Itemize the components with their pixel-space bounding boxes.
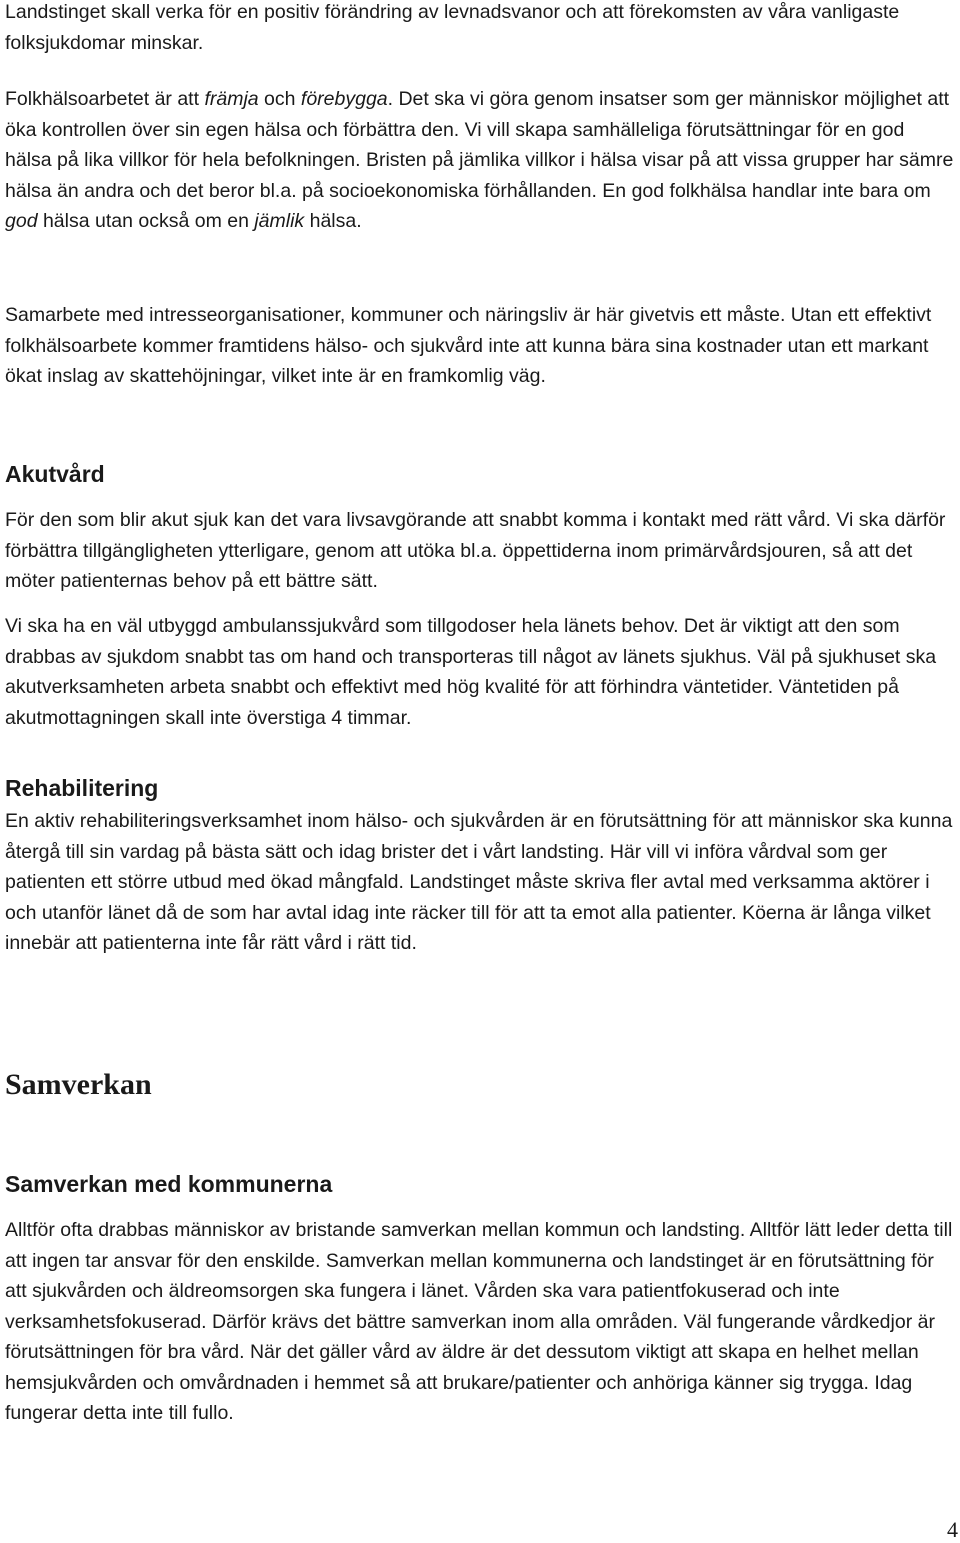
text-run: En aktiv rehabiliteringsverksamhet inom hälso- och sjukvården är en förutsättning för att människor ska kunna återgå till sin vardag på bästa sätt och idag brister det i vårt landsting. Här vill vi införa vårdval som ger patienten ett större utbud med ökad mångfald. Landstinget måste skriva fler avtal med verksamma aktörer i och utanför länet då de som har avtal idag inte räcker till för att ta emot alla patienter. Köerna är långa vilket innebär att patienterna inte får rätt vård i rätt tid. — [5, 810, 953, 954]
heading-rehabilitering — [5, 773, 955, 803]
emphasis-text: jämlik — [254, 210, 305, 232]
text-run: hälsa. — [304, 210, 362, 232]
heading-samverkan — [5, 1068, 955, 1102]
text-run: Vi ska ha en väl utbyggd ambulanssjukvård som tillgodoser hela länets behov. Det är viktigt att den som drabbas av sjukdom snabbt tas om hand och transporteras till något av länets sjukhus. Väl på sjukhuset ska akutverksamheten arbeta snabbt och effektivt med hög kvalité för att förhindra väntetider. Väntetiden på akutmottagningen skall inte överstiga 4 timmar. — [5, 615, 937, 729]
text-run: För den som blir akut sjuk kan det vara livsavgörande att snabbt komma i kontakt med rätt vård. Vi ska därför förbättra tillgängligheten ytterligare, genom att utöka bl.a. öppettiderna inom primärvårdsjouren, så att det möter patienternas behov på ett bättre sätt. — [5, 509, 946, 592]
text-run: Akutvård — [5, 461, 105, 487]
paragraph-folkhalsoarbetet — [5, 84, 955, 237]
text-run: Samverkan med kommunerna — [5, 1171, 333, 1197]
text-run: Samverkan — [5, 1068, 152, 1101]
paragraph-samverkan-kommunerna — [5, 1215, 955, 1429]
emphasis-text: god — [5, 210, 38, 232]
text-run: Rehabilitering — [5, 775, 159, 801]
text-run: hälsa utan också om en — [37, 210, 255, 232]
text-run: Landstinget skall verka för en positiv förändring av levnadsvanor och att förekomsten av våra vanligaste folksjukdomar minskar. — [5, 1, 900, 54]
text-run: och — [258, 88, 301, 110]
paragraph-rehabilitering — [5, 806, 955, 959]
paragraph-samarbete — [5, 300, 955, 392]
text-run: Alltför ofta drabbas människor av bristande samverkan mellan kommun och landsting. Alltför lätt leder detta till att ingen tar ansvar för den enskilde. Samverkan mellan kommunerna och landstinget är en förutsättning för att sjukvården och äldreomsorgen ska fungera i länet. Vården ska vara patientfokuserad och inte verksamhetsfokuserad. Därför krävs det bättre samverkan inom alla områden. Väl fungerande vårdkedjor är förutsättningen för bra vård. När det gäller vård av äldre är det dessutom viktigt att skapa en helhet mellan hemsjukvården och omvårdnaden i hemmet så att brukare/patienter och anhöriga känner sig trygga. Idag fungerar detta inte till fullo. — [5, 1219, 953, 1424]
text-run: Samarbete med intresseorganisationer, kommuner och näringsliv är här givetvis ett måste. Utan ett effektivt folkhälsoarbete kommer framtidens hälso- och sjukvård inte att kunna bära sina kostnader utan ett markant ökat inslag av skattehöjningar, vilket inte är en framkomlig väg. — [5, 304, 932, 387]
paragraph-ambulanssjukvard — [5, 611, 955, 733]
emphasis-text: främja — [204, 88, 259, 110]
paragraph-levnadsvanor — [5, 0, 955, 58]
text-run: Folkhälsoarbetet är att — [5, 88, 205, 110]
text-run: . Det ska vi göra genom insatser som ger människor möjlighet att öka kontrollen över sin egen hälsa och förbättra den. Vi vill skapa samhälleliga förutsättningar för en god hälsa på lika villkor för hela befolkningen. Bristen på jämlika villkor i hälsa visar på att vissa grupper har sämre hälsa än andra och det beror bl.a. på socioekonomiska förhållanden. En god folkhälsa handlar inte bara om — [5, 88, 954, 202]
page-number: 4 — [947, 1517, 958, 1542]
heading-akutvard — [5, 459, 955, 489]
emphasis-text: förebygga — [300, 88, 388, 110]
heading-samverkan-med-kommunerna — [5, 1169, 955, 1199]
paragraph-akut-sjuk — [5, 505, 955, 597]
